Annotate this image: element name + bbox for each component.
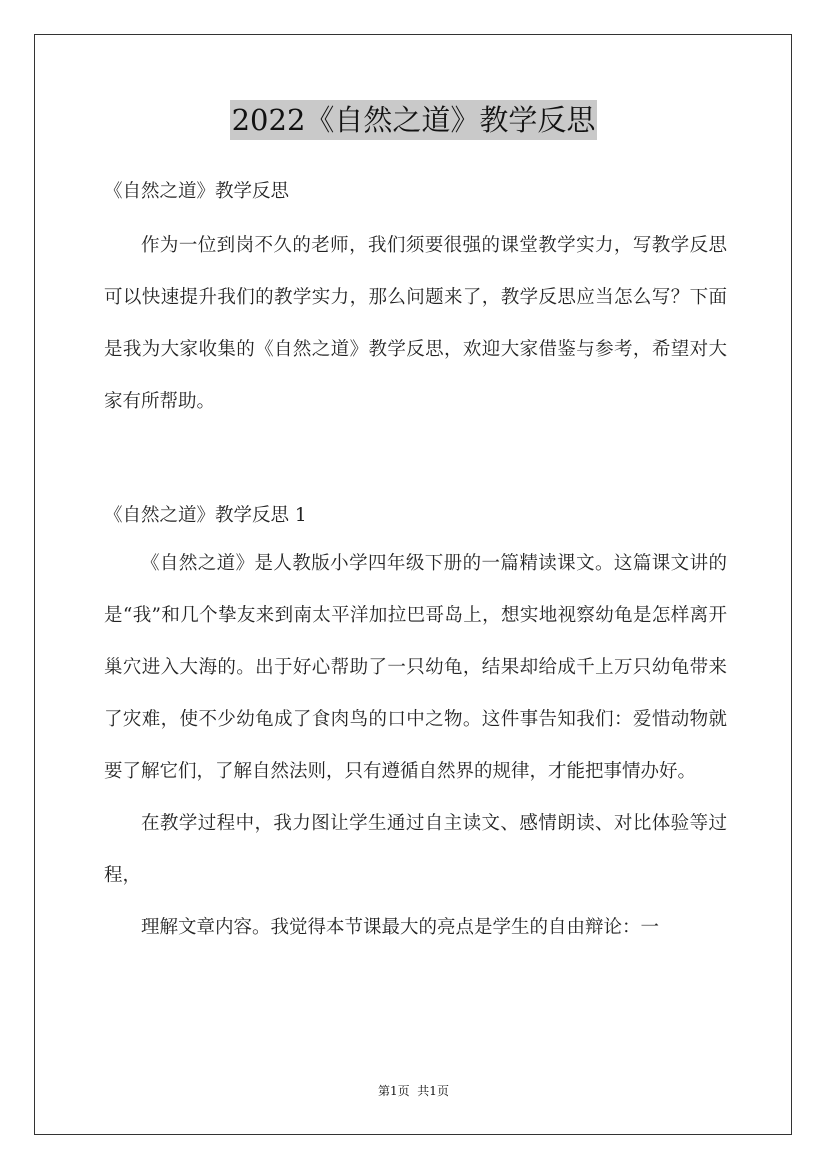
body-paragraph-1: 《自然之道》是人教版小学四年级下册的一篇精读课文。这篇课文讲的是“我”和几个挚友来到南太平洋加拉巴哥岛上，想实地视察幼龟是怎样离开巢穴进入大海的。出于好心帮助了一只幼龟，结果却给成千上万只幼龟带来了灾难，使不少幼龟成了食肉鸟的口中之物。这件事告知我们：爱惜动物就要了解它们，了解自然法则，只有遵循自然界的规律，才能把事情办好。 xyxy=(104,553,727,782)
intro-paragraph: 作为一位到岗不久的老师，我们须要很强的课堂教学实力，写教学反思可以快速提升我们的教学实力，那么问题来了，教学反思应当怎么写？下面是我为大家收集的《自然之道》教学反思，欢迎大家借鉴与参考，希望对大家有所帮助。 xyxy=(104,235,727,412)
document-body xyxy=(104,174,727,954)
page-number-footer: 第1页 共1页 xyxy=(378,1084,449,1098)
document-title: 2022《自然之道》教学反思 xyxy=(230,100,598,140)
title-container xyxy=(0,100,827,140)
body-paragraph-3: 理解文章内容。我觉得本节课最大的亮点是学生的自由辩论：一 xyxy=(141,917,660,938)
body-paragraph-2: 在教学过程中，我力图让学生通过自主读文、感情朗读、对比体验等过程， xyxy=(104,813,727,886)
sub-heading: 《自然之道》教学反思 1 xyxy=(104,505,307,526)
section-heading: 《自然之道》教学反思 xyxy=(104,181,290,202)
